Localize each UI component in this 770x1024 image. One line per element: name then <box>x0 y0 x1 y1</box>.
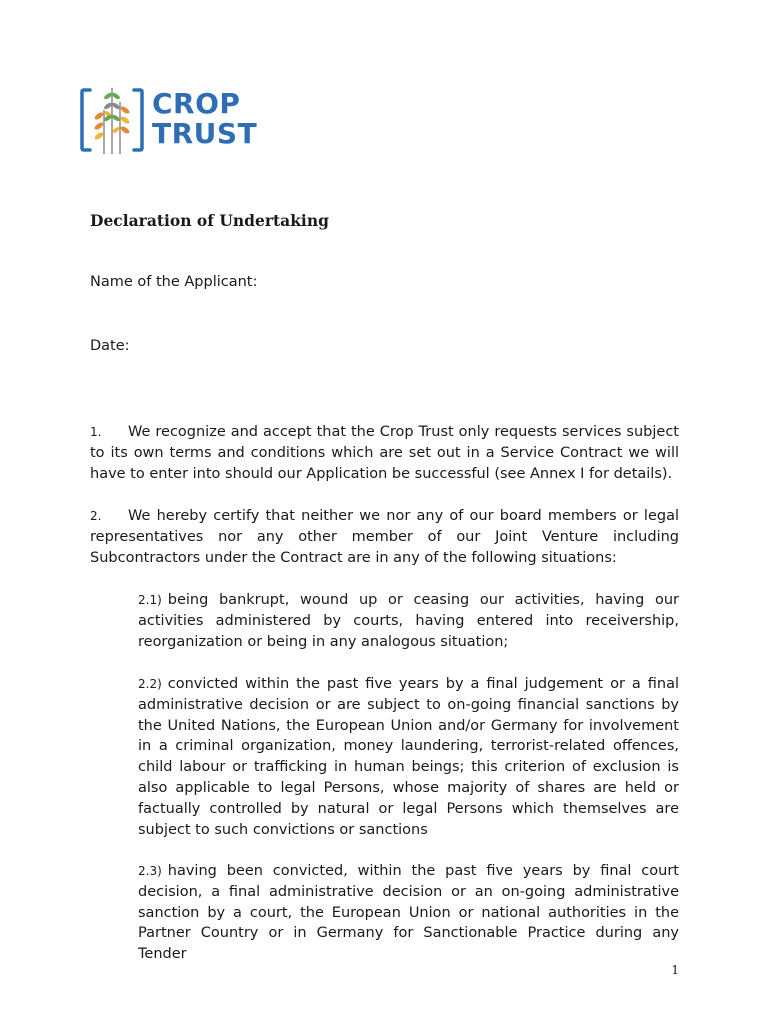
subitem-number: 2.3) <box>138 864 162 878</box>
subitem-text: being bankrupt, wound up or ceasing our activities, having our activities administered by courts, having entered into receivership, reorganization or being in any analogous situation; <box>138 592 679 650</box>
subitem-text: convicted within the past five years by a final judgement or a final administrative decision or are subject to on-going financial sanctions by the United Nations, the European Union and/or Germany for involvement in a criminal organization, money laundering, terrorist-related offences, child labour or trafficking in human beings; this criterion of exclusion is also applicable to legal Persons, whose majority of shares are held or factually controlled by natural or legal Persons which themselves are subject to such convictions or sanctions <box>138 676 679 838</box>
subitem-2-1 <box>138 590 679 652</box>
subitem-2-3 <box>138 861 679 965</box>
paragraph-number: 1. <box>90 425 102 439</box>
document-title: Declaration of Undertaking <box>90 211 329 230</box>
date-label: Date: <box>90 338 130 354</box>
paragraph-text: We recognize and accept that the Crop Trust only requests services subject to its own terms and conditions which are set out in a Service Contract we will have to enter into should our Application be successful (see Annex I for details). <box>90 424 679 482</box>
wheat-emblem-icon <box>80 84 144 156</box>
paragraph-text: We hereby certify that neither we nor any of our board members or legal representatives nor any other member of our Joint Venture including Subcontractors under the Contract are in any of the following situations: <box>90 508 679 566</box>
subitem-text: having been convicted, within the past five years by final court decision, a final administrative decision or an on-going administrative sanction by a court, the European Union or national authorities in the Partner Country or in Germany for Sanctionable Practice during any Tender <box>138 863 679 963</box>
logo-line-trust: TRUST <box>152 117 258 150</box>
applicant-name-label: Name of the Applicant: <box>90 274 258 290</box>
page-number: 1 <box>671 963 679 977</box>
paragraph-1 <box>90 422 679 484</box>
subitem-number: 2.1) <box>138 593 162 607</box>
paragraph-number: 2. <box>90 509 102 523</box>
paragraph-2 <box>90 506 679 568</box>
subitem-number: 2.2) <box>138 677 162 691</box>
crop-trust-logo <box>80 84 257 156</box>
subitem-2-2 <box>138 674 679 840</box>
logo-line-crop: CROP <box>152 87 241 120</box>
logo-wordmark <box>152 87 258 150</box>
